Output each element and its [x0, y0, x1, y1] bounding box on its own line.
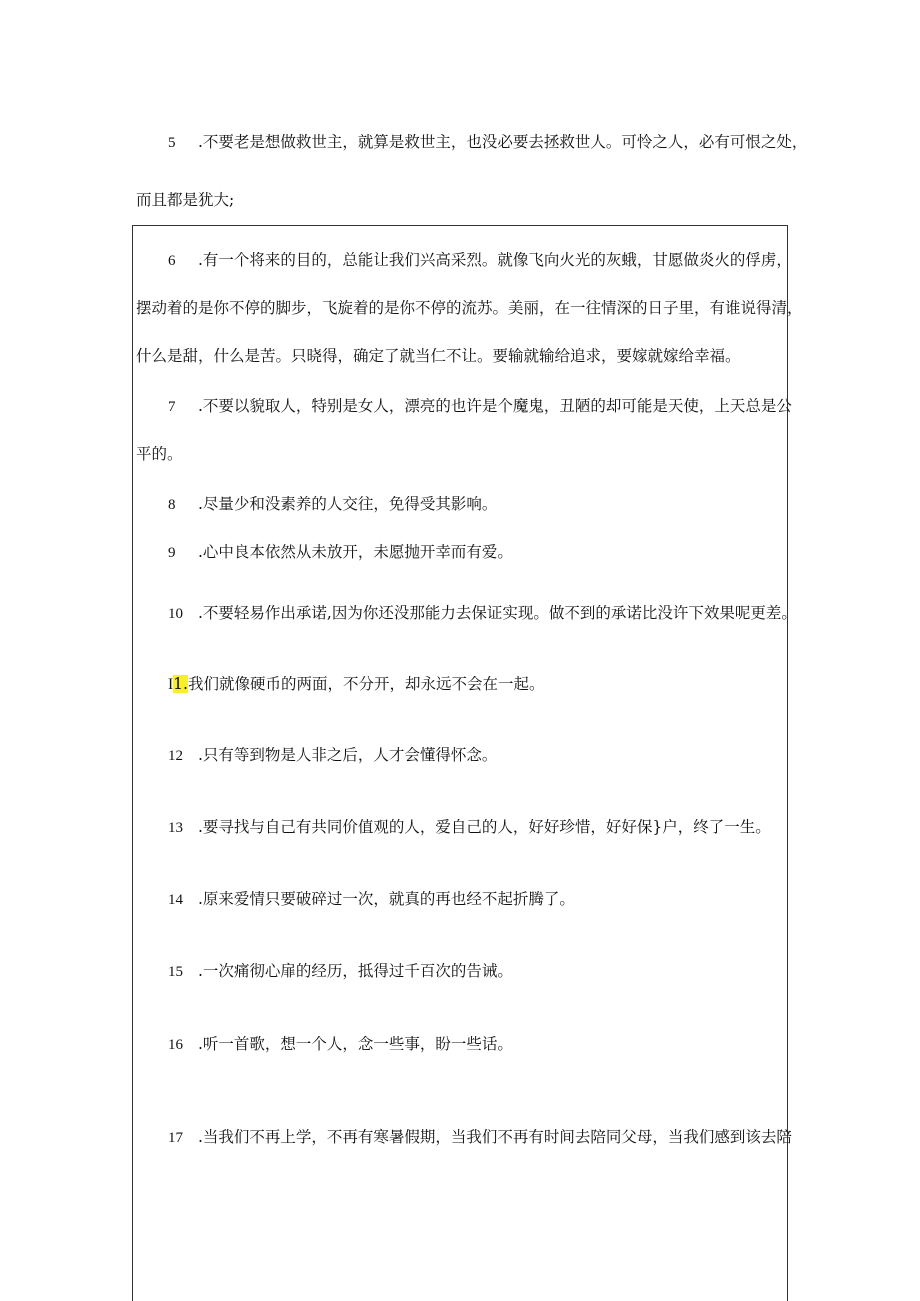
item-12-line: [136, 745, 790, 766]
item-8-text: .尽量少和没素养的人交往，免得受其影响。: [198, 495, 498, 513]
item-17-text: .当我们不再上学，不再有寒暑假期，当我们不再有时间去陪同父母，当我们感到该去陪: [198, 1128, 792, 1146]
item-6-number: 6: [168, 253, 176, 269]
item-8-line: [136, 494, 790, 515]
item-16-text: .听一首歌，想一个人，念一些事，盼一些话。: [198, 1035, 513, 1053]
item-10-line: [136, 603, 797, 624]
item-7-line-2: 平的。: [136, 445, 183, 463]
item-9-line: [136, 542, 790, 563]
item-13-line: [136, 817, 790, 838]
item-17-number: 17: [168, 1130, 183, 1146]
item-5-number: 5: [168, 135, 176, 151]
item-15-text: .一次痛彻心扉的经历，抵得过千百次的告诫。: [198, 962, 513, 980]
item-14-number: 14: [168, 892, 183, 908]
item-11-number-prefix: I: [168, 676, 174, 693]
item-13-text: .要寻找与自己有共同价值观的人，爱自己的人，好好珍惜，好好保}户，终了一生。: [198, 818, 771, 836]
item-5-line-2: 而且都是犹大;: [136, 191, 235, 209]
item-11-line: [136, 674, 790, 695]
item-10-text: .不要轻易作出承诺,因为你还没那能力去保证实现。做不到的承诺比没许下效果呢更差。: [198, 604, 797, 622]
item-16-line: [136, 1034, 790, 1055]
item-8-number: 8: [168, 497, 176, 513]
item-14-text: .原来爱情只要破碎过一次，就真的再也经不起折腾了。: [198, 890, 575, 908]
item-9-number: 9: [168, 545, 176, 561]
item-15-line: [136, 961, 790, 982]
item-12-number: 12: [168, 748, 183, 764]
item-6-line-3: 什么是甜，什么是苦。只晓得，确定了就当仁不让。要输就输给追求，要嫁就嫁给幸福。: [136, 347, 741, 365]
item-13-number: 13: [168, 820, 183, 836]
item-5-line-1: [136, 132, 808, 153]
item-10-number: 10: [168, 606, 183, 622]
item-6-line-2: 摆动着的是你不停的脚步，飞旋着的是你不停的流苏。美丽，在一往情深的日子里，有谁说得清，: [136, 299, 803, 317]
item-6-text: .有一个将来的目的，总能让我们兴高采烈。就像飞向火光的灰蛾，甘愿做炎火的俘虏，: [198, 251, 792, 269]
item-16-number: 16: [168, 1037, 183, 1053]
item-15-number: 15: [168, 964, 183, 980]
item-11-text: 我们就像硬币的两面，不分开，却永远不会在一起。: [187, 675, 545, 693]
item-14-line: [136, 889, 790, 910]
item-7-line-1: [136, 396, 790, 417]
item-7-number: 7: [168, 399, 176, 415]
item-17-line: [136, 1127, 790, 1148]
item-9-text: .心中良本依然从未放开，未愿抛开幸而有爱。: [198, 543, 513, 561]
item-11-number-highlight: 1.: [173, 675, 188, 693]
item-7-text: .不要以貌取人，特别是女人，漂亮的也许是个魔鬼，丑陋的却可能是天使，上天总是公: [198, 397, 792, 415]
item-6-line-1: [136, 250, 790, 271]
item-5-text: .不要老是想做救世主，就算是救世主，也没必要去拯救世人。可怜之人，必有可恨之处，: [198, 133, 808, 151]
item-12-text: .只有等到物是人非之后，人才会懂得怀念。: [198, 746, 498, 764]
